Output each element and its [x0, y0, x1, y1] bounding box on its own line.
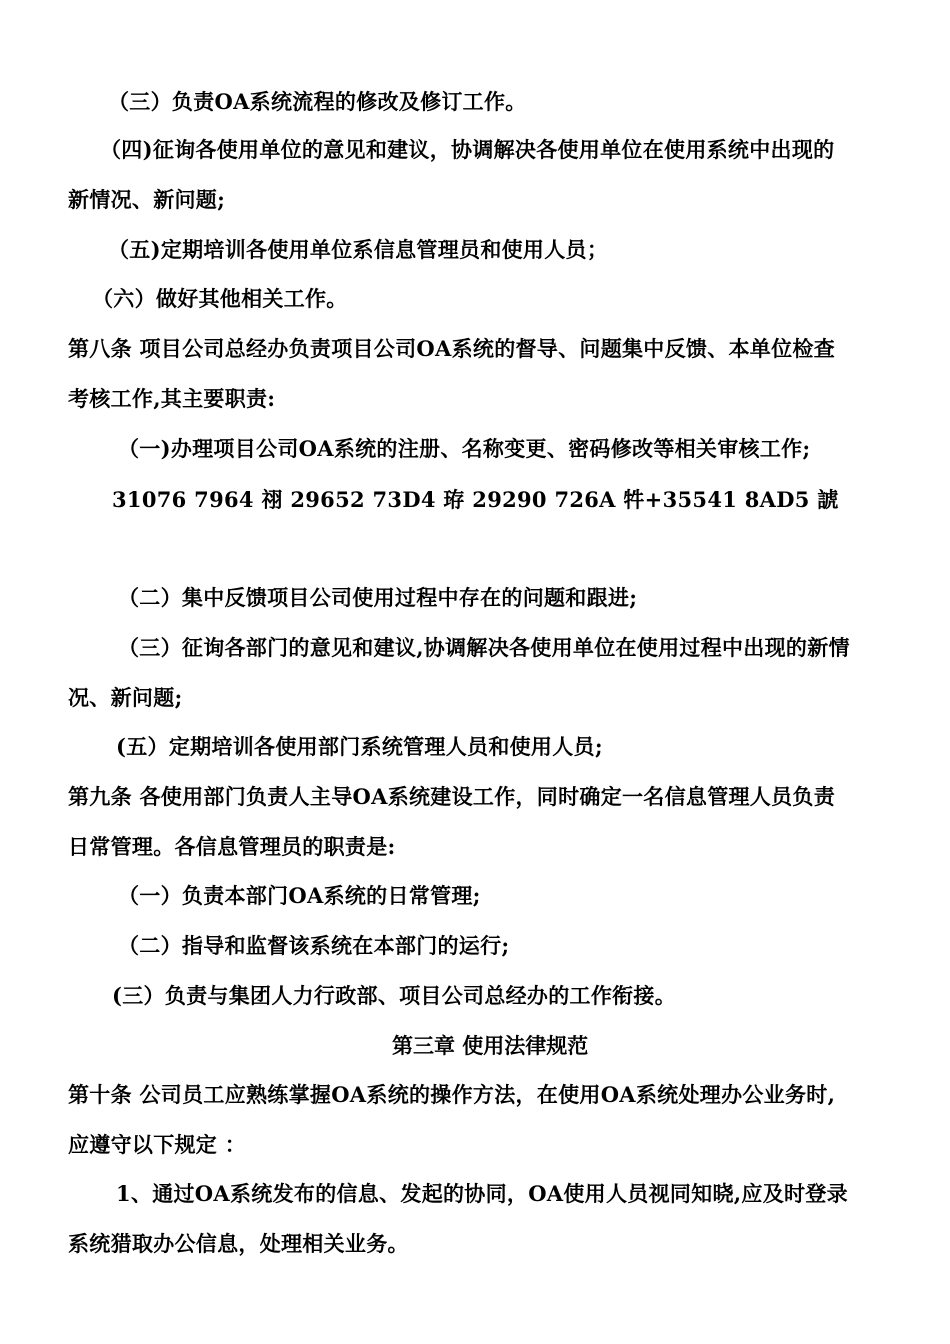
chapter-heading: 第三章 使用法律规范 — [392, 1033, 589, 1058]
paragraph-line: （四)征询各使用单位的意见和建议，协调解决各使用单位在使用系统中出现的 — [100, 137, 835, 162]
paragraph-line: 1、通过OA系统发布的信息、发起的协同，OA使用人员视同知晓,应及时登录 — [116, 1181, 848, 1206]
paragraph-line: （三）负责OA系统流程的修改及修订工作。 — [108, 89, 527, 114]
paragraph-line: （一）负责本部门OA系统的日常管理; — [118, 883, 481, 908]
paragraph-line: (五）定期培训各使用部门系统管理人员和使用人员; — [116, 734, 603, 759]
paragraph-line: （三）征询各部门的意见和建议,协调解决各使用单位在使用过程中出现的新情 — [118, 635, 850, 660]
paragraph-line: 应遵守以下规定 ： — [68, 1132, 247, 1157]
paragraph-line: 新情况、新问题; — [68, 187, 226, 212]
article-eight-line: 第八条 项目公司总经办负责项目公司OA系统的督导、问题集中反馈、本单位检查 — [68, 336, 835, 361]
paragraph-line: （二）集中反馈项目公司使用过程中存在的问题和跟进; — [118, 585, 638, 610]
paragraph-line: 系统猎取办公信息，处理相关业务。 — [68, 1231, 409, 1256]
paragraph-line: 日常管理。各信息管理员的职责是: — [68, 834, 396, 859]
paragraph-line: （一)办理项目公司OA系统的注册、名称变更、密码修改等相关审核工作; — [118, 436, 811, 461]
garbled-code-line: 31076 7964 祤 29652 73D4 珔 29290 726A 牪+35541 8AD5 諕 — [112, 487, 839, 512]
paragraph-line: （六）做好其他相关工作。 — [92, 286, 348, 311]
paragraph-line: 考核工作,其主要职责: — [68, 386, 276, 411]
paragraph-line: （五)定期培训各使用单位系信息管理员和使用人员； — [108, 237, 609, 262]
article-ten-line: 第十条 公司员工应熟练掌握OA系统的操作方法，在使用OA系统处理办公业务时, — [68, 1082, 836, 1107]
paragraph-line: （二）指导和监督该系统在本部门的运行; — [118, 933, 510, 958]
paragraph-line: 况、新问题; — [68, 685, 183, 710]
paragraph-line: (三）负责与集团人力行政部、项目公司总经办的工作衔接。 — [112, 983, 677, 1008]
article-nine-line: 第九条 各使用部门负责人主导OA系统建设工作，同时确定一名信息管理人员负责 — [68, 784, 835, 809]
